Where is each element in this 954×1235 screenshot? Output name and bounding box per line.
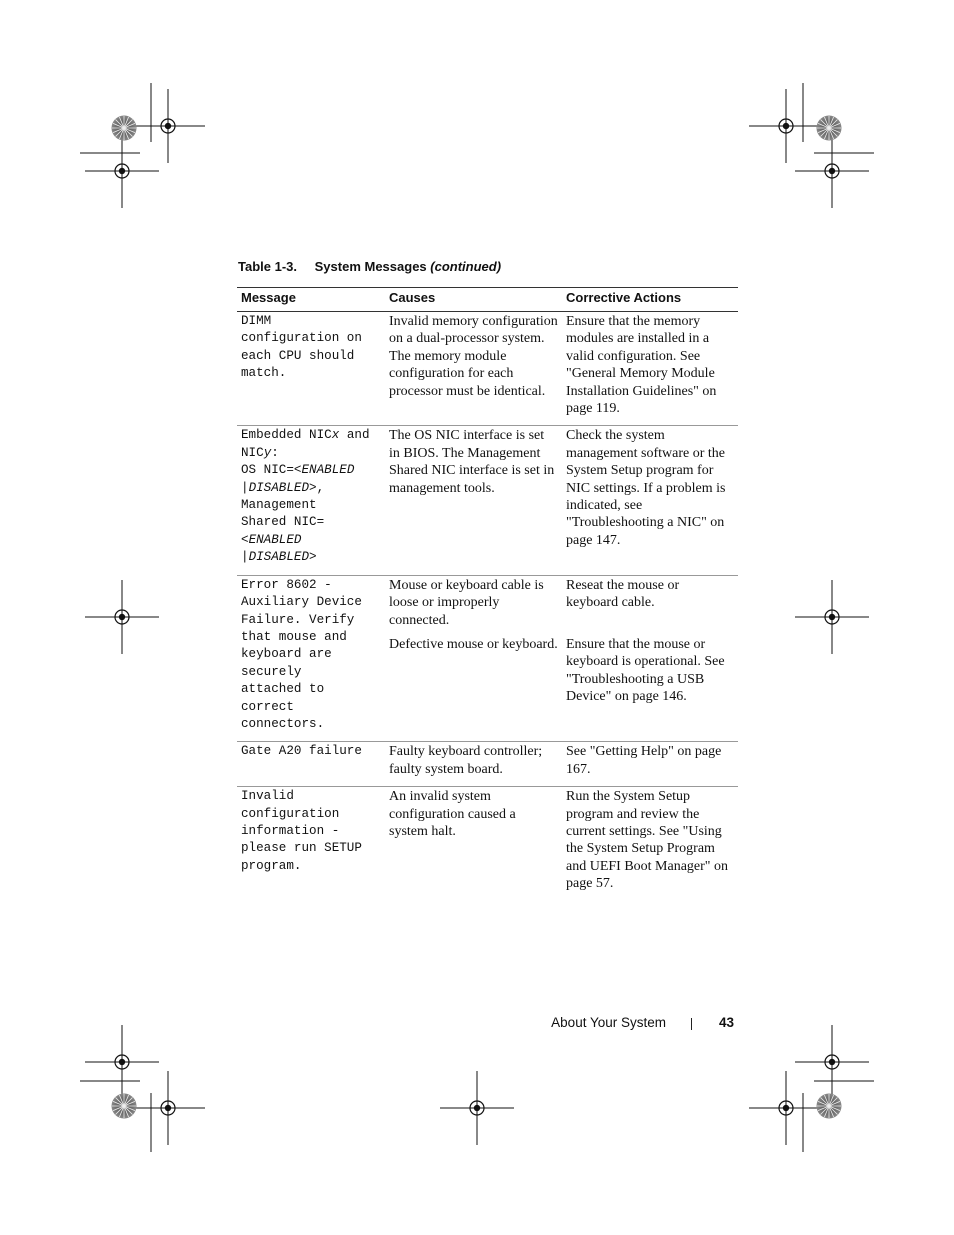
message-line: <ENABLED [241, 532, 302, 547]
message-cell [237, 426, 385, 575]
table-row [237, 575, 738, 742]
message-line: Gate A20 failure [241, 744, 362, 759]
message-line: each CPU should [241, 348, 355, 363]
table-caption-number: Table 1-3. [238, 259, 298, 274]
action-text: Check the system management software or the System Setup program for NIC settings. If a problem is indicated, see "Troubleshooting a NIC" on page 147. [566, 428, 726, 548]
action-text: See "Getting Help" on page 167. [566, 744, 722, 777]
message-line: |DISABLED> [241, 550, 317, 565]
message-line: keyboard are [241, 647, 332, 662]
cause-text: Faulty keyboard controller; faulty system board. [389, 744, 543, 777]
table-row [237, 312, 738, 426]
action-text: Ensure that the memory modules are installed in a valid configuration. See "General Memory Module Installation Guidelines" on page 119. [566, 314, 717, 417]
message-line: Failure. Verify [241, 612, 355, 627]
table-row [237, 426, 738, 575]
action-text: Ensure that the mouse or keyboard is operational. See "Troubleshooting a USB Device" on page 146. [566, 636, 725, 704]
message-line: securely [241, 664, 302, 679]
system-messages-table [237, 287, 738, 901]
message-line: DIMM [241, 314, 272, 328]
message-line: program. [241, 858, 302, 873]
causes-cell [385, 787, 562, 901]
message-line: |DISABLED>, [241, 480, 325, 495]
footer-section-title: About Your System [551, 1015, 666, 1030]
causes-cell [385, 426, 562, 575]
message-line: attached to [241, 682, 325, 697]
cause-text: Invalid memory configuration on a dual-processor system. The memory module configuration for each processor must be identical. [389, 314, 558, 399]
cause-text: Defective mouse or keyboard. [389, 636, 558, 652]
header-causes: Causes [385, 288, 562, 312]
message-line: Auxiliary Device [241, 595, 362, 610]
message-line: connectors. [241, 716, 325, 731]
message-line: Error 8602 - [241, 577, 332, 592]
table-header-row [237, 288, 738, 312]
message-cell [237, 575, 385, 742]
message-line: that mouse and [241, 629, 347, 644]
message-line: OS NIC=<ENABLED [241, 463, 355, 478]
message-cell [237, 312, 385, 426]
message-line: please run SETUP [241, 841, 362, 856]
message-line: match. [241, 366, 287, 381]
action-text: Run the System Setup program and review the current settings. See "Using the System Setup Program and UEFI Boot Manager" on page 57. [566, 789, 729, 892]
table-row [237, 742, 738, 787]
causes-cell [385, 312, 562, 426]
message-line: configuration [241, 806, 340, 821]
table-row [237, 787, 738, 901]
message-line: Invalid [241, 789, 294, 804]
actions-cell [562, 312, 738, 426]
message-line: correct [241, 699, 294, 714]
page-number: 43 [718, 1015, 734, 1030]
table-caption-title: System Messages [314, 259, 427, 274]
action-text: Reseat the mouse or keyboard cable. [566, 577, 680, 611]
actions-cell [562, 426, 738, 575]
table-caption [238, 259, 501, 274]
message-line: configuration on [241, 331, 362, 346]
message-line: Shared NIC= [241, 515, 325, 530]
actions-cell [562, 787, 738, 901]
message-line: Embedded NICx and [241, 428, 370, 443]
header-message: Message [237, 288, 385, 312]
message-cell [237, 742, 385, 787]
causes-cell [385, 742, 562, 787]
causes-cell [385, 575, 562, 742]
header-corrective-actions: Corrective Actions [562, 288, 738, 312]
actions-cell [562, 742, 738, 787]
message-line: Management [241, 498, 317, 513]
footer-separator [691, 1018, 692, 1030]
message-line: information - [241, 823, 340, 838]
message-cell [237, 787, 385, 901]
cause-text: The OS NIC interface is set in BIOS. The Management Shared NIC interface is set in management tools. [389, 428, 555, 496]
actions-cell [562, 575, 738, 742]
cause-text: Mouse or keyboard cable is loose or improperly connected. [389, 577, 544, 628]
cause-text: An invalid system configuration caused a system halt. [389, 789, 516, 839]
table-caption-continued: (continued) [430, 259, 502, 274]
message-line: NICy: [241, 445, 279, 460]
